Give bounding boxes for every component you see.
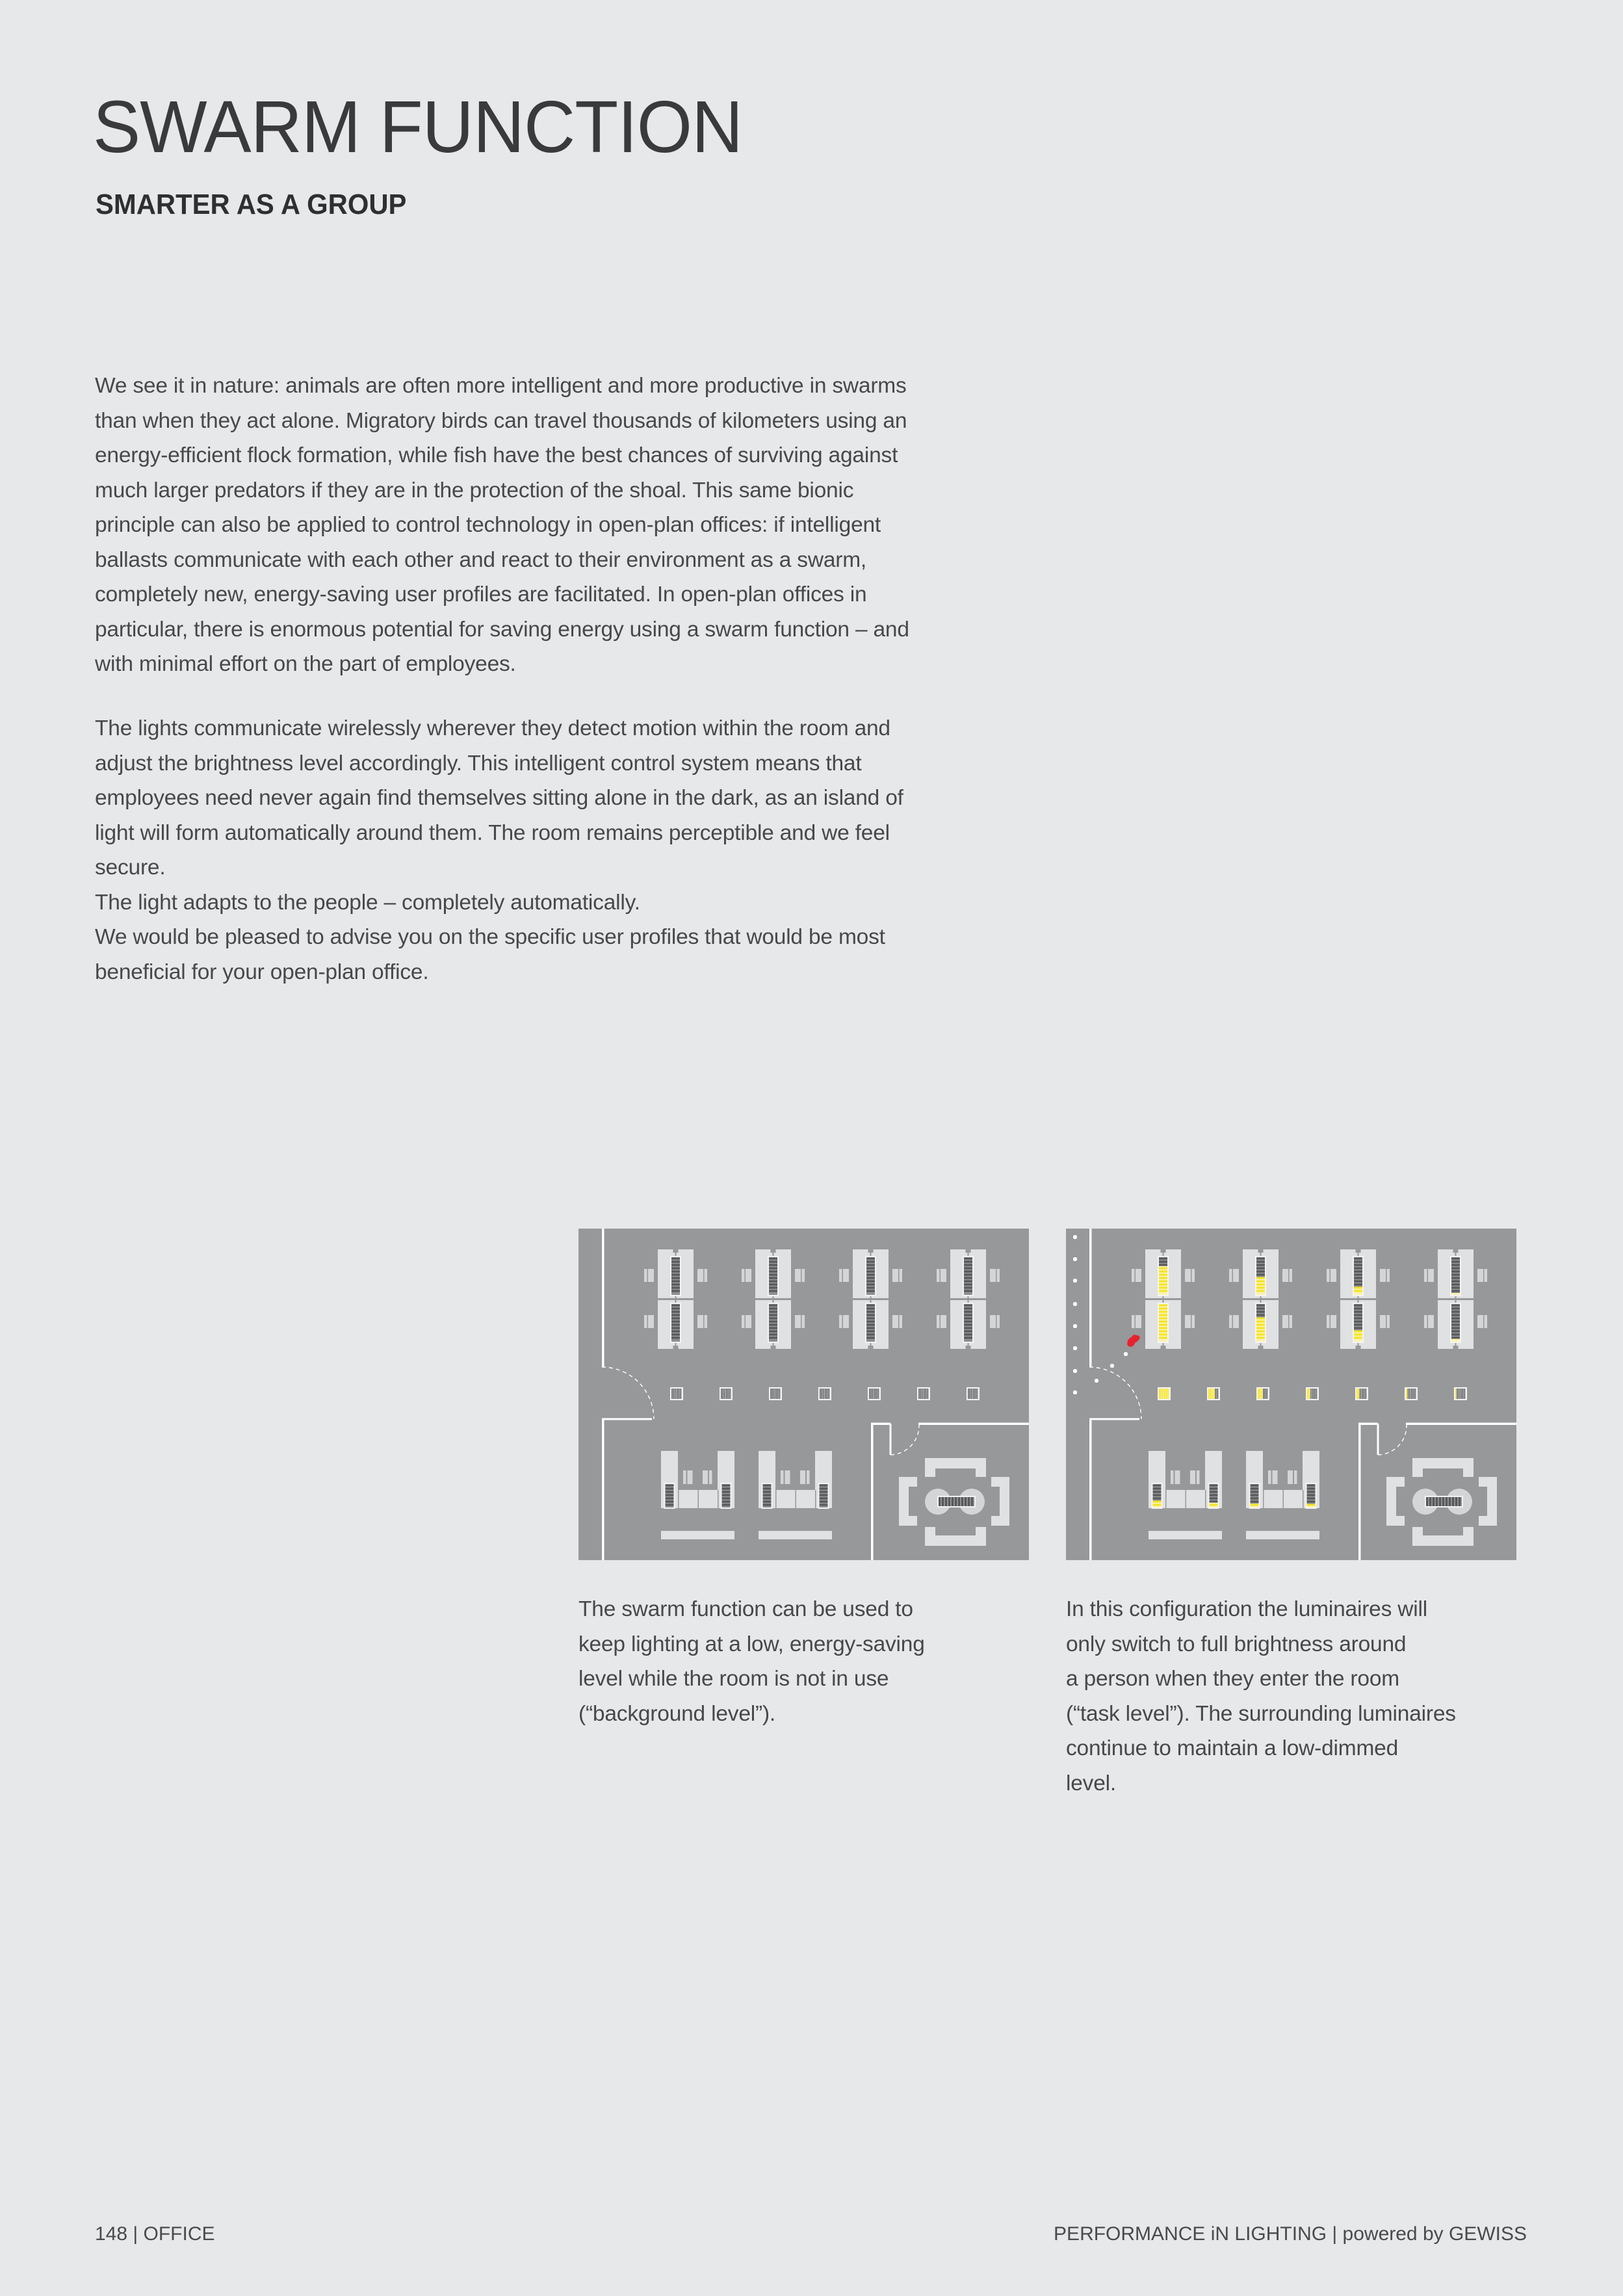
detail-paragraph: The lights communicate wirelessly wherever they detect motion within the room and adjust the brightness level accordingly. This intelligent control system means that employees need never again find themselves sitting alone in the dark, as an island of light will form automatically around them. The room remains perceptible and we feel secure. The light adapts to the people – completely automatically. We would be pleased to advise you on the specific user profiles that would be most beneficial for your open-plan office.	[95, 716, 903, 984]
floorplan-task-level	[1066, 1229, 1516, 1560]
brand-footer: PERFORMANCE iN LIGHTING | powered by GEWISS	[1054, 2223, 1527, 2245]
floorplan-background-level	[578, 1229, 1029, 1560]
caption-background-level: The swarm function can be used to keep lighting at a low, energy-saving level while the room is not in use (“background level”).	[578, 1597, 925, 1726]
caption-task-level: In this configuration the luminaires will only switch to full brightness around a person when they enter the room (“task level”). The surrounding luminaires continue to maintain a low-dimmed level.	[1066, 1597, 1456, 1795]
page-subtitle: SMARTER AS A GROUP	[96, 189, 407, 220]
intro-paragraph: We see it in nature: animals are often more intelligent and more productive in swarms than when they act alone. Migratory birds can travel thousands of kilometers using an energy-efficient flock formation, while fish have the best chances of surviving against much larger predators if they are in the protection of the shoal. This same bionic principle can also be applied to control technology in open-plan offices: if intelligent ballasts communicate with each other and react to their environment as a swarm, completely new, energy-saving user profiles are facilitated. In open-plan offices in particular, there is enormous potential for saving energy using a swarm function – and with minimal effort on the part of employees.	[95, 374, 909, 676]
page-title: SWARM FUNCTION	[93, 86, 743, 168]
page-number: 148 | OFFICE	[95, 2223, 215, 2245]
